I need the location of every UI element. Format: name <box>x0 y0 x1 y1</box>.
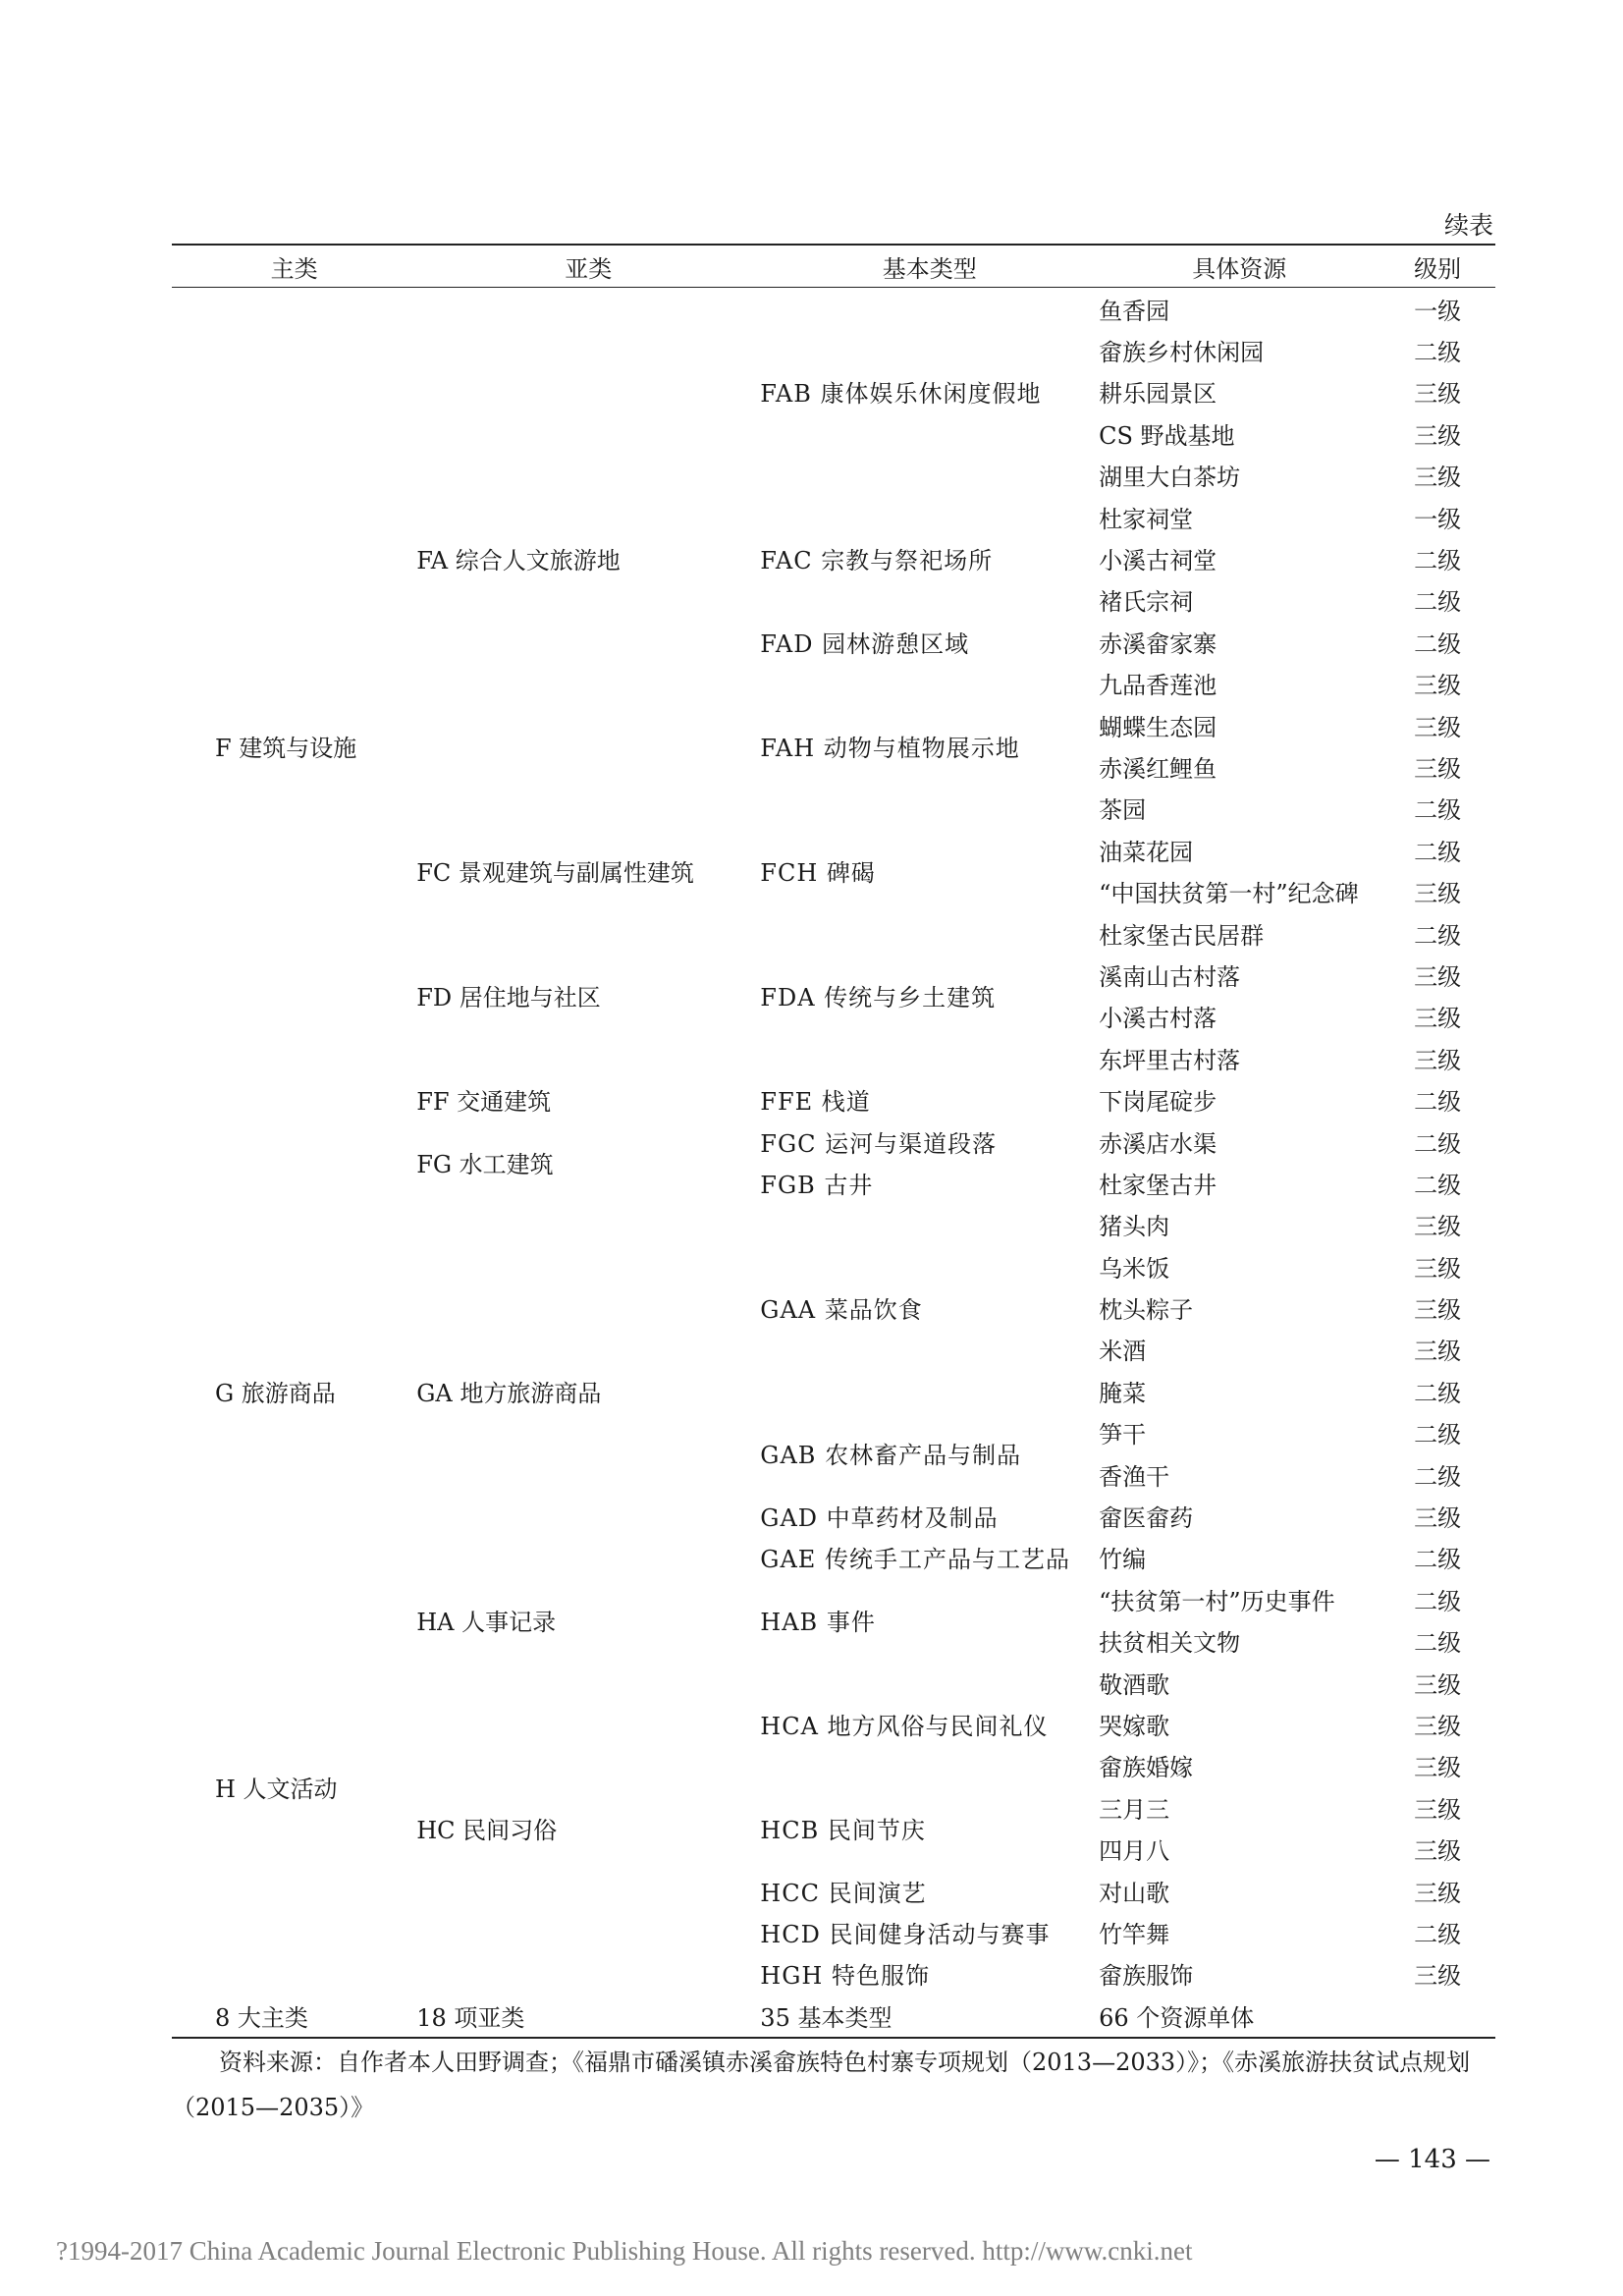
level-cell: 二级 <box>1414 1546 1462 1574</box>
sub-category-cell: HC 民间习俗 <box>416 1816 558 1844</box>
level-cell: 二级 <box>1414 1421 1462 1449</box>
resource-cell: “中国扶贫第一村”纪念碑 <box>1099 880 1359 908</box>
basic-type-cell: FAB 康体娱乐休闲度假地 <box>760 380 1042 409</box>
basic-type-cell: FGC 运河与渠道段落 <box>760 1129 998 1158</box>
resource-cell: 香渔干 <box>1099 1462 1170 1491</box>
level-cell: 二级 <box>1414 838 1462 866</box>
resource-cell: 枕头粽子 <box>1099 1296 1194 1325</box>
level-cell: 二级 <box>1414 1379 1462 1407</box>
resource-cell: 小溪古村落 <box>1099 1005 1217 1033</box>
level-cell: 二级 <box>1414 1129 1462 1158</box>
basic-type-cell: FGB 古井 <box>760 1171 874 1199</box>
level-cell: 三级 <box>1414 1962 1462 1991</box>
resource-cell: 油菜花园 <box>1099 838 1194 866</box>
basic-type-cell: FAC 宗教与祭祀场所 <box>760 547 994 575</box>
continued-label: 续表 <box>1443 211 1493 240</box>
sub-category-cell: FC 景观建筑与副属性建筑 <box>416 858 694 887</box>
header-level: 级别 <box>1380 245 1495 288</box>
sub-category-cell: FG 水工建筑 <box>416 1150 554 1178</box>
resource-cell: 湖里大白茶坊 <box>1099 464 1241 492</box>
sub-category-cell: HA 人事记录 <box>416 1609 557 1636</box>
basic-type-cell: GAA 菜品饮食 <box>760 1296 923 1325</box>
total-main-cell: 8 大主类 <box>172 1995 416 2038</box>
level-cell: 三级 <box>1414 1879 1462 1907</box>
table-row <box>172 1204 1495 1245</box>
resource-cell: 竹编 <box>1099 1546 1147 1574</box>
level-cell: 三级 <box>1414 1005 1462 1033</box>
level-cell: 三级 <box>1414 713 1462 741</box>
main-category-cell: F 建筑与设施 <box>215 734 357 762</box>
level-cell: 三级 <box>1414 1046 1462 1074</box>
resource-table-container <box>172 244 1495 2039</box>
basic-type-cell: GAE 传统手工产品与工艺品 <box>760 1546 1070 1574</box>
resource-cell: 猪头肉 <box>1099 1213 1170 1241</box>
resource-cell: 九品香莲池 <box>1099 672 1217 700</box>
main-category-cell: H 人文活动 <box>215 1775 338 1803</box>
table-header <box>172 245 1495 288</box>
level-cell: 二级 <box>1414 1462 1462 1491</box>
resource-cell: 杜家祠堂 <box>1099 505 1194 533</box>
header-resource: 具体资源 <box>1099 245 1380 288</box>
resource-cell: 东坪里古村落 <box>1099 1046 1241 1074</box>
header-main: 主类 <box>172 245 416 288</box>
level-cell: 二级 <box>1414 1629 1462 1658</box>
basic-type-cell: HGH 特色服饰 <box>760 1962 930 1991</box>
resource-cell: 杜家堡古井 <box>1099 1171 1217 1199</box>
basic-type-cell: FDA 传统与乡土建筑 <box>760 984 997 1012</box>
page-number: — 143 — <box>1374 2145 1490 2174</box>
resource-cell: 扶贫相关文物 <box>1099 1629 1241 1658</box>
level-cell: 二级 <box>1414 1920 1462 1948</box>
level-cell: 三级 <box>1414 1837 1462 1866</box>
resource-cell: 米酒 <box>1099 1338 1147 1366</box>
resource-cell: 哭嫁歌 <box>1099 1712 1170 1740</box>
resource-cell: 畲族婚嫁 <box>1099 1754 1194 1782</box>
basic-type-cell: FFE 栈道 <box>760 1088 871 1117</box>
level-cell: 三级 <box>1414 1712 1462 1740</box>
sub-category-cell: FF 交通建筑 <box>416 1088 552 1117</box>
resource-cell: 鱼香园 <box>1099 297 1170 325</box>
basic-type-cell: FCH 碑碣 <box>760 858 876 887</box>
level-cell: 二级 <box>1414 547 1462 575</box>
table-row <box>172 288 1495 330</box>
resource-cell: 腌菜 <box>1099 1379 1147 1407</box>
header-row <box>172 245 1495 288</box>
level-cell: 三级 <box>1414 380 1462 409</box>
resource-cell: 耕乐园景区 <box>1099 380 1217 409</box>
resource-cell: 畲族服饰 <box>1099 1962 1194 1991</box>
sub-category-cell: FD 居住地与社区 <box>416 984 601 1012</box>
resource-cell: 褚氏宗祠 <box>1099 588 1194 617</box>
level-cell: 三级 <box>1414 1754 1462 1782</box>
level-cell: 三级 <box>1414 962 1462 991</box>
level-cell: 三级 <box>1414 1254 1462 1283</box>
level-cell: 二级 <box>1414 629 1462 658</box>
basic-type-cell: HCB 民间节庆 <box>760 1816 926 1844</box>
basic-type-cell: HAB 事件 <box>760 1609 876 1636</box>
resource-cell: 畲医畲药 <box>1099 1504 1194 1533</box>
level-cell: 二级 <box>1414 1171 1462 1199</box>
main-category-cell: G 旅游商品 <box>215 1379 336 1407</box>
level-cell: 二级 <box>1414 1587 1462 1615</box>
resource-cell: 三月三 <box>1099 1795 1170 1824</box>
resource-cell: 四月八 <box>1099 1837 1170 1866</box>
resource-cell: 对山歌 <box>1099 1879 1170 1907</box>
totals-row <box>172 1995 1495 2038</box>
level-cell: 二级 <box>1414 921 1462 950</box>
resource-cell: 敬酒歌 <box>1099 1670 1170 1699</box>
level-cell: 一级 <box>1414 297 1462 325</box>
sub-category-cell: FA 综合人文旅游地 <box>416 547 621 575</box>
copyright-footer: ?1994-2017 China Academic Journal Electronic Publishing House. All rights reserved. http://www.cnki.net <box>56 2236 1193 2266</box>
level-cell: 三级 <box>1414 1504 1462 1533</box>
level-cell: 三级 <box>1414 672 1462 700</box>
basic-type-cell: FAH 动物与植物展示地 <box>760 734 1020 762</box>
level-cell: 三级 <box>1414 880 1462 908</box>
table-row <box>172 1578 1495 1619</box>
resource-cell: 赤溪店水渠 <box>1099 1129 1217 1158</box>
resource-cell: 畲族乡村休闲园 <box>1099 339 1265 367</box>
resource-cell: CS 野战基地 <box>1099 421 1235 450</box>
resource-cell: 茶园 <box>1099 796 1147 825</box>
resource-cell: 溪南山古村落 <box>1099 962 1241 991</box>
basic-type-cell: GAD 中草药材及制品 <box>760 1504 999 1533</box>
source-note: 资料来源：自作者本人田野调查；《福鼎市磻溪镇赤溪畲族特色村寨专项规划（2013—2033）》；《赤溪旅游扶贫试点规划（2015—2035）》 <box>172 2049 1471 2121</box>
table-body <box>172 288 1495 2039</box>
resource-table <box>172 244 1495 2039</box>
total-level-cell <box>1380 1995 1495 2038</box>
level-cell: 二级 <box>1414 339 1462 367</box>
level-cell: 三级 <box>1414 1296 1462 1325</box>
level-cell: 三级 <box>1414 464 1462 492</box>
level-cell: 三级 <box>1414 421 1462 450</box>
level-cell: 三级 <box>1414 754 1462 783</box>
level-cell: 三级 <box>1414 1213 1462 1241</box>
resource-cell: 笋干 <box>1099 1421 1147 1449</box>
resource-cell: 竹竿舞 <box>1099 1920 1170 1948</box>
total-resource-cell: 66 个资源单体 <box>1099 1995 1380 2038</box>
total-basic-cell: 35 基本类型 <box>760 1995 1099 2038</box>
resource-cell: “扶贫第一村”历史事件 <box>1099 1587 1335 1615</box>
basic-type-cell: HCC 民间演艺 <box>760 1879 927 1907</box>
level-cell: 二级 <box>1414 588 1462 617</box>
resource-cell: 赤溪红鲤鱼 <box>1099 754 1217 783</box>
resource-cell: 杜家堡古民居群 <box>1099 921 1265 950</box>
basic-type-cell: FAD 园林游憩区域 <box>760 629 970 658</box>
level-cell: 一级 <box>1414 505 1462 533</box>
resource-cell: 蝴蝶生态园 <box>1099 713 1217 741</box>
resource-cell: 小溪古祠堂 <box>1099 547 1217 575</box>
resource-cell: 乌米饭 <box>1099 1254 1170 1283</box>
resource-cell: 下岗尾碇步 <box>1099 1088 1217 1117</box>
resource-cell: 赤溪畲家寨 <box>1099 629 1217 658</box>
basic-type-cell: HCA 地方风俗与民间礼仪 <box>760 1712 1049 1740</box>
basic-type-cell: GAB 农林畜产品与制品 <box>760 1442 1022 1470</box>
header-basic: 基本类型 <box>760 245 1099 288</box>
level-cell: 二级 <box>1414 1088 1462 1117</box>
level-cell: 二级 <box>1414 796 1462 825</box>
basic-type-cell: HCD 民间健身活动与赛事 <box>760 1920 1051 1948</box>
sub-category-cell: GA 地方旅游商品 <box>416 1379 602 1407</box>
header-sub: 亚类 <box>416 245 760 288</box>
level-cell: 三级 <box>1414 1670 1462 1699</box>
level-cell: 三级 <box>1414 1338 1462 1366</box>
level-cell: 三级 <box>1414 1795 1462 1824</box>
total-sub-cell: 18 项亚类 <box>416 1995 760 2038</box>
